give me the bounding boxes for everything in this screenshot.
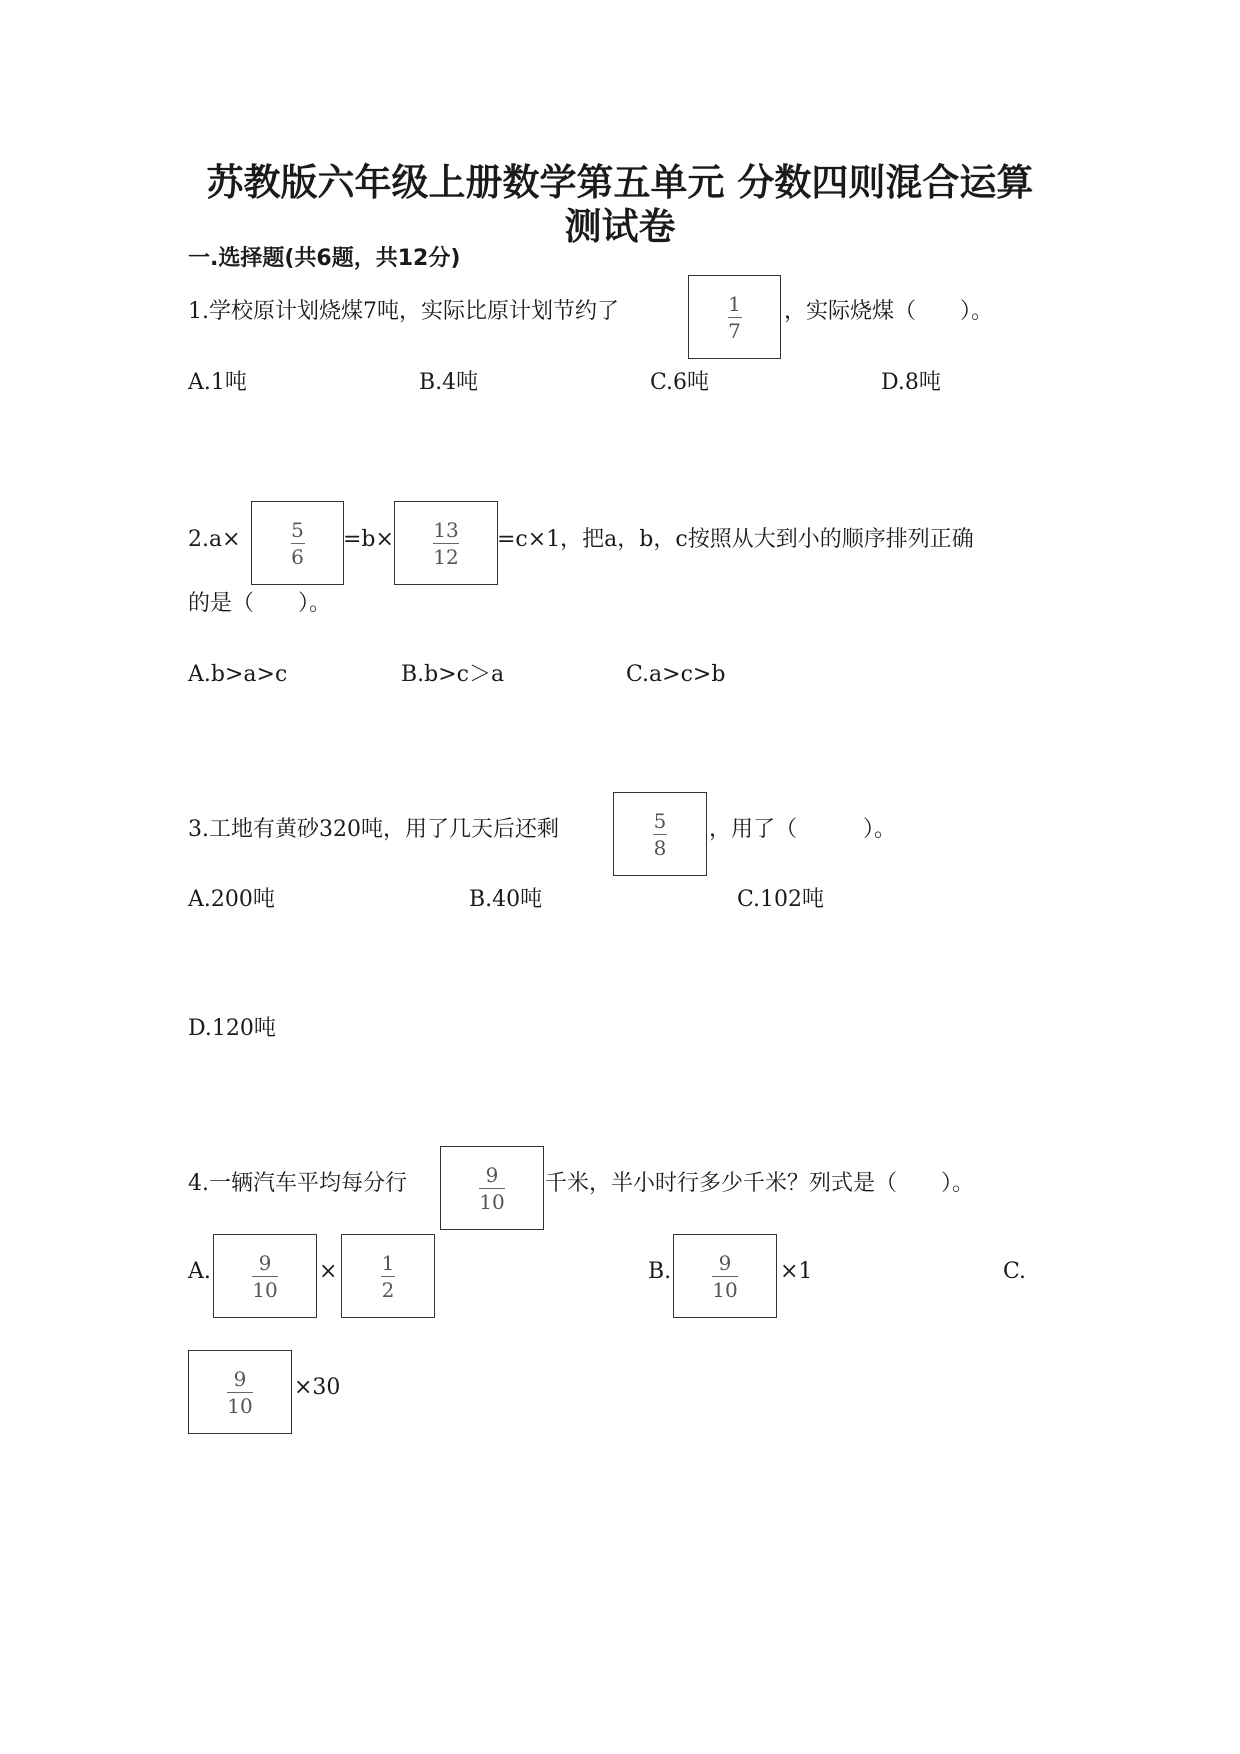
q2-fraction-2-denominator: 12: [433, 544, 459, 569]
q4-option-b-tail: ×1: [780, 1259, 813, 1284]
q2-text-pre: 2.a×: [188, 527, 241, 552]
q4-fraction: [440, 1146, 544, 1230]
q4-option-c-fraction-denominator: 10: [227, 1393, 253, 1418]
q3-option-c[interactable]: C.102吨: [737, 887, 825, 912]
q4-option-a-operator: ×: [319, 1259, 338, 1284]
q3-fraction-denominator: 8: [653, 835, 667, 860]
q1-text-pre: 1.学校原计划烧煤7吨，实际比原计划节约了: [188, 299, 619, 324]
q2-text-line-2: 的是（ ）。: [188, 591, 332, 616]
q4-option-a-label[interactable]: A.: [188, 1259, 211, 1284]
q2-option-c[interactable]: C.a>c>b: [626, 662, 726, 687]
q4-option-b-fraction-numerator: 9: [718, 1250, 732, 1275]
q3-option-d[interactable]: D.120吨: [188, 1016, 276, 1041]
q4-option-a-fraction-1-numerator: 9: [258, 1250, 272, 1275]
q1-fraction: [688, 275, 781, 359]
q1-text-post: ，实际烧煤（ ）。: [784, 299, 994, 324]
q4-option-c-fraction-numerator: 9: [233, 1366, 247, 1391]
q2-fraction-1-numerator: 5: [291, 517, 304, 542]
q4-option-c-fraction[interactable]: [188, 1350, 292, 1434]
q3-option-b[interactable]: B.40吨: [469, 887, 543, 912]
q3-option-a[interactable]: A.200吨: [188, 887, 275, 912]
q1-option-c[interactable]: C.6吨: [650, 370, 710, 395]
q1-fraction-denominator: 7: [728, 318, 741, 343]
q4-fraction-denominator: 10: [479, 1189, 505, 1214]
q1-fraction-numerator: 1: [728, 291, 741, 316]
q4-text-post: 千米，半小时行多少千米？列式是（ ）。: [545, 1171, 975, 1196]
q4-option-a-fraction-1-denominator: 10: [252, 1277, 278, 1302]
q1-option-b[interactable]: B.4吨: [419, 370, 479, 395]
q2-fraction-1: [251, 501, 344, 585]
section-heading: 一.选择题(共6题，共12分): [188, 246, 461, 271]
q3-text-pre: 3.工地有黄砂320吨，用了几天后还剩: [188, 817, 559, 842]
q1-option-a[interactable]: A.1吨: [188, 370, 247, 395]
q4-option-b-fraction-denominator: 10: [712, 1277, 738, 1302]
q2-text-mid: =b×: [343, 527, 394, 552]
q1-option-d[interactable]: D.8吨: [881, 370, 941, 395]
q2-option-a[interactable]: A.b>a>c: [188, 662, 288, 687]
q4-text-pre: 4.一辆汽车平均每分行: [188, 1171, 407, 1196]
q4-fraction-numerator: 9: [485, 1162, 499, 1187]
q4-option-a-fraction-2-denominator: 2: [381, 1277, 395, 1302]
q2-fraction-2-numerator: 13: [433, 517, 459, 542]
q3-text-post: ，用了（ ）。: [709, 817, 897, 842]
q2-fraction-1-denominator: 6: [291, 544, 304, 569]
page-title-line-2: 测试卷: [564, 205, 676, 248]
q4-option-a-fraction-2[interactable]: [341, 1234, 435, 1318]
q3-fraction: [613, 792, 707, 876]
q4-option-b-label[interactable]: B.: [648, 1259, 672, 1284]
q4-option-a-fraction-1[interactable]: [213, 1234, 317, 1318]
q2-fraction-2: [394, 501, 498, 585]
q4-option-c-label[interactable]: C.: [1003, 1259, 1027, 1284]
q2-option-b[interactable]: B.b>c＞a: [401, 662, 505, 687]
page-title-line-1: 苏教版六年级上册数学第五单元 分数四则混合运算: [206, 161, 1034, 204]
q4-option-b-fraction[interactable]: [673, 1234, 777, 1318]
q4-option-c-tail: ×30: [294, 1375, 341, 1400]
q4-option-a-fraction-2-numerator: 1: [381, 1250, 395, 1275]
q2-text-post: =c×1，把a，b，c按照从大到小的顺序排列正确: [497, 527, 974, 552]
q3-fraction-numerator: 5: [653, 808, 667, 833]
